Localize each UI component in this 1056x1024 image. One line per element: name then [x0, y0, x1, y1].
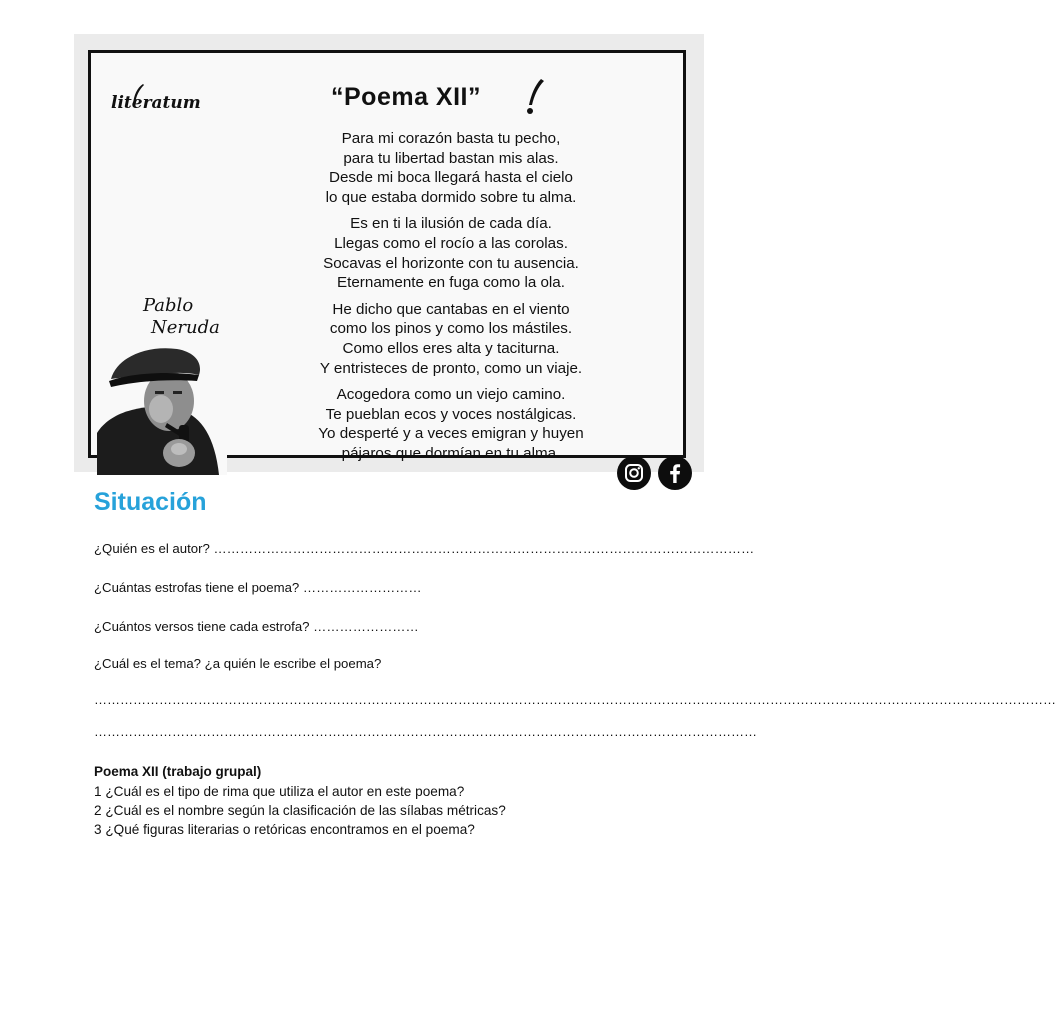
stanza [241, 385, 661, 463]
answer-line: …………………………………………………………………………………………………………………………………………………………………………………………………… [94, 692, 1056, 707]
question-author: ¿Quién es el autor? …………………………………………………………………………………………………………… [94, 541, 755, 556]
poem-text [241, 129, 661, 471]
verse: Llegas como el rocío a las corolas. [334, 234, 568, 252]
verse: Desde mi boca llegará hasta el cielo [329, 169, 573, 187]
brand-logo: literatum [111, 93, 201, 113]
verse: Acogedora como un viejo camino. [336, 386, 566, 404]
verse: Socavas el horizonte con tu ausencia. [323, 254, 579, 272]
group-question-1: 1 ¿Cuál es el tipo de rima que utiliza el autor en este poema? [94, 784, 465, 799]
stanza [241, 300, 661, 378]
facebook-glyph-icon [658, 456, 692, 490]
author-first-name: Pablo [143, 295, 194, 316]
verse: Yo desperté y a veces emigran y huyen [318, 425, 584, 443]
verse: Es en ti la ilusión de cada día. [350, 215, 552, 233]
instagram-glyph-icon [617, 456, 651, 490]
verse: Te pueblan ecos y voces nostálgicas. [325, 405, 577, 423]
verse: lo que estaba dormido sobre tu alma. [325, 188, 577, 206]
verse: pájaros que dormían en tu alma. [341, 444, 561, 462]
instagram-icon[interactable] [617, 456, 651, 490]
author-last-name: Neruda [151, 317, 220, 338]
verse: Para mi corazón basta tu pecho, [341, 130, 561, 147]
verse: Eternamente en fuga como la ola. [337, 274, 565, 292]
author-portrait [97, 341, 227, 475]
verse: He dicho que cantabas en el viento [332, 300, 570, 318]
verse: para tu libertad bastan mis alas. [343, 149, 559, 167]
verse: Como ellos eres alta y taciturna. [342, 339, 560, 357]
poem-title: “Poema XII” [331, 83, 481, 111]
question-theme: ¿Cuál es el tema? ¿a quién le escribe el poema? [94, 656, 382, 671]
question-stanzas: ¿Cuántas estrofas tiene el poema? ……………………… [94, 580, 422, 595]
stanza [241, 214, 661, 292]
group-question-3: 3 ¿Qué figuras literarias o retóricas encontramos en el poema? [94, 822, 475, 837]
stanza [241, 129, 661, 207]
question-verses: ¿Cuántos versos tiene cada estrofa? …………………… [94, 619, 419, 634]
group-work-title: Poema XII (trabajo grupal) [94, 764, 262, 779]
author-signature [143, 295, 220, 339]
group-question-2: 2 ¿Cuál es el nombre según la clasificación de las sílabas métricas? [94, 803, 506, 818]
verse: como los pinos y como los mástiles. [329, 320, 573, 338]
quill-mark-icon [521, 77, 547, 115]
verse: Y entristeces de pronto, como un viaje. [319, 359, 583, 377]
poem-poster [74, 34, 704, 472]
poster-frame [88, 50, 686, 462]
answer-line: ……………………………………………………………………………………………………………………………………… [94, 724, 757, 739]
section-title: Situación [94, 488, 207, 516]
facebook-icon[interactable] [658, 456, 692, 490]
